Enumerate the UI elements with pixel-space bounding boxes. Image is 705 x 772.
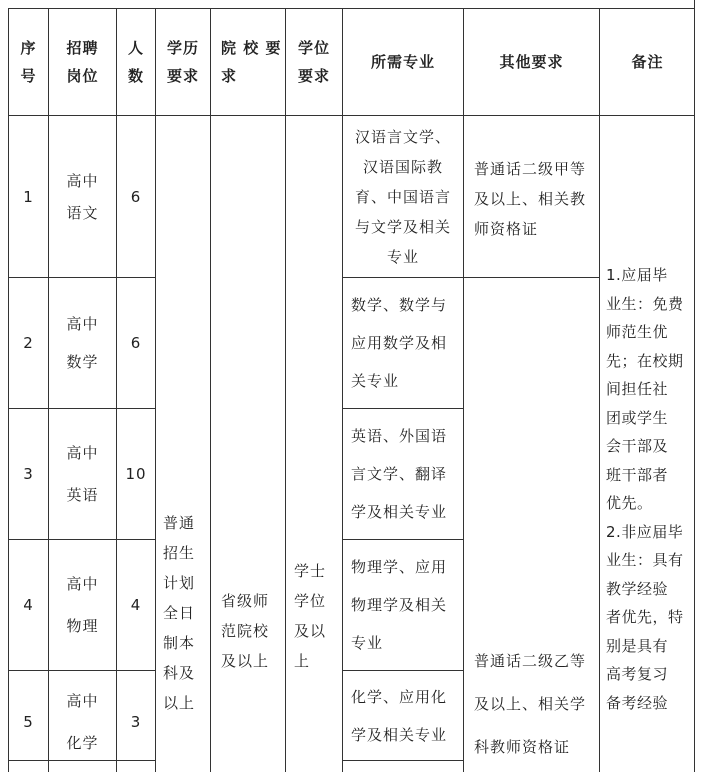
header-post: 招聘 岗位 [48,8,116,115]
row-2-seq: 2 [8,277,48,408]
row-4-seq: 4 [8,539,48,670]
row-5-seq: 5 [8,670,48,772]
row-2-major: 数学、数学与 应用数学及相 关专业 [342,277,463,408]
header-remark: 备注 [599,8,695,115]
row-3-seq: 3 [8,408,48,539]
row-1-count: 6 [116,115,155,277]
header-school: 院 校 要 求 [210,8,285,115]
header-degree: 学位 要求 [285,8,342,115]
row-6-seq-stub [8,760,48,772]
table-right-border [694,0,695,772]
row-1-major: 汉语言文学、 汉语国际教 育、中国语言 与文学及相关 专业 [342,115,463,277]
row-5-major: 化学、应用化 学及相关专业 [342,670,463,760]
row-3-major: 英语、外国语 言文学、翻译 学及相关专业 [342,408,463,539]
row-6-count-stub [116,760,155,772]
header-seq: 序 号 [8,8,48,115]
school-requirement: 省级师 范院校 及以上 [210,115,285,772]
other-requirement-1: 普通话二级甲等 及以上、相关教 师资格证 [463,115,599,277]
row-5-post: 高中 化学 [48,670,116,772]
row-2-count: 6 [116,277,155,408]
row-2-post: 高中 数学 [48,277,116,408]
row-1-post: 高中 语文 [48,115,116,277]
remark: 1.应届毕 业生：免费 师范生优 先；在校期 间担任社 团或学生 会干部及 班干部者 优先。 2.非应届毕 业生：具有 教学经验 者优先，特 别是具有 高考复习 备考经验 [599,115,695,772]
header-other: 其他要求 [463,8,599,115]
header-major: 所需专业 [342,8,463,115]
row-6-major-stub [342,760,463,772]
other-requirement-2: 普通话二级乙等 及以上、相关学 科教师资格证 [463,277,599,772]
header-edu: 学历 要求 [155,8,210,115]
row-3-count: 10 [116,408,155,539]
header-count: 人 数 [116,8,155,115]
row-3-post: 高中 英语 [48,408,116,539]
row-1-seq: 1 [8,115,48,277]
row-5-count: 3 [116,670,155,772]
edu-requirement: 普通 招生 计划 全日 制本 科及 以上 [155,115,210,772]
row-6-post-stub [48,760,116,772]
degree-requirement: 学士 学位 及以 上 [285,115,342,772]
row-4-post: 高中 物理 [48,539,116,670]
row-4-major: 物理学、应用 物理学及相关 专业 [342,539,463,670]
row-4-count: 4 [116,539,155,670]
